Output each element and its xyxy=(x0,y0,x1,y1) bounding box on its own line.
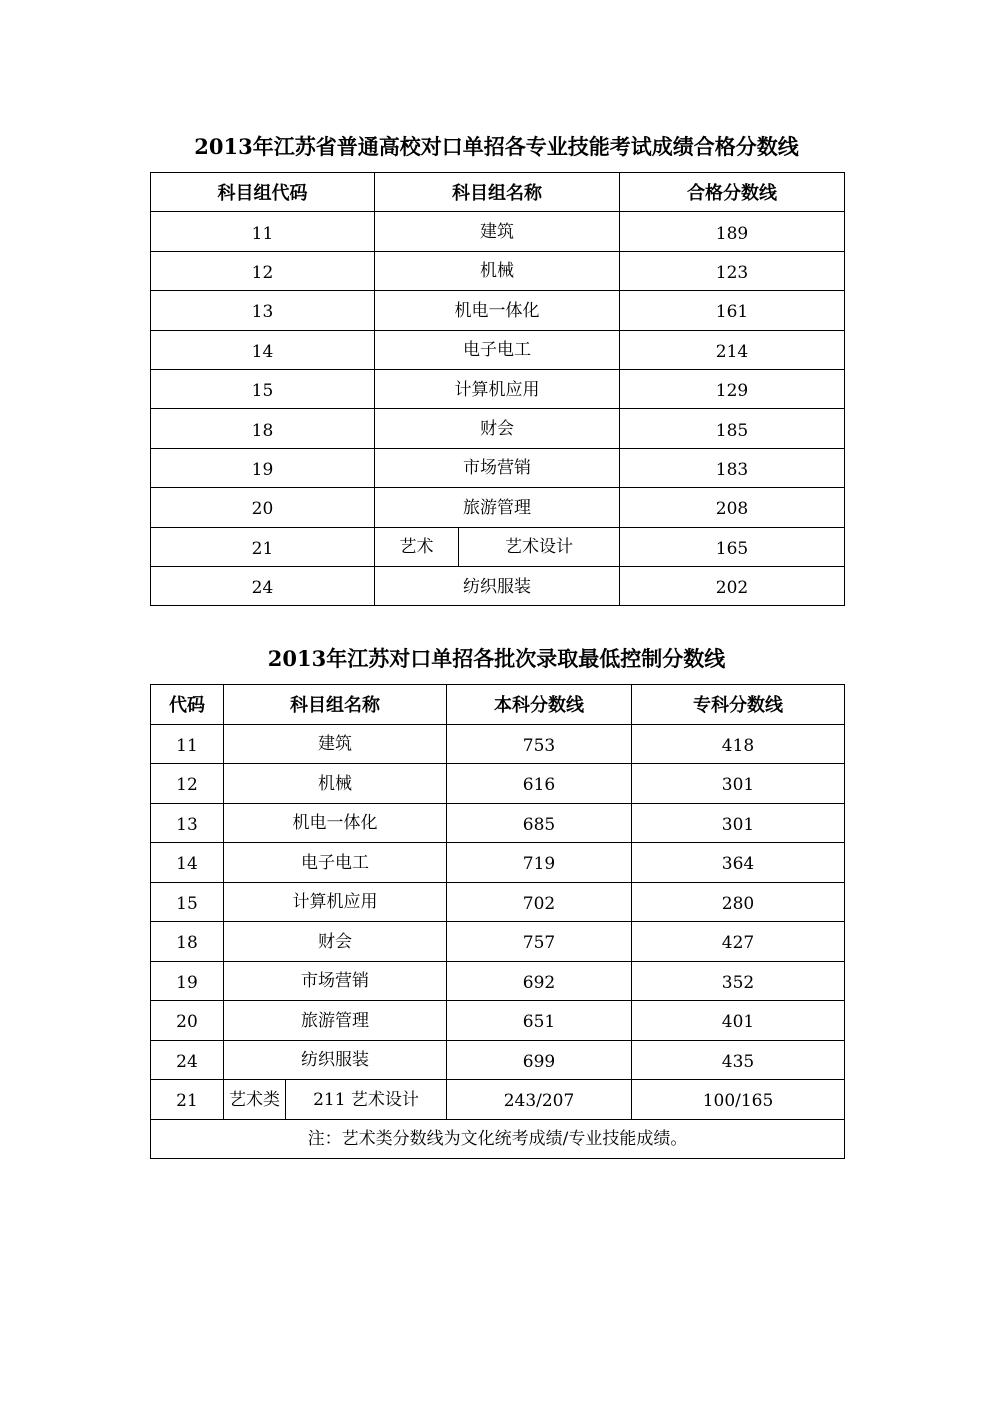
table-row xyxy=(151,843,845,883)
row-score: 185 xyxy=(620,409,845,448)
row-code: 24 xyxy=(151,566,375,605)
table-header-row xyxy=(151,685,845,725)
table1-title: 2013年江苏省普通高校对口单招各专业技能考试成绩合格分数线 xyxy=(194,134,799,159)
table-row xyxy=(151,330,845,369)
row-code: 19 xyxy=(151,448,375,487)
table-row xyxy=(151,922,845,962)
row-name: 机械 xyxy=(224,764,447,804)
table-row xyxy=(151,803,845,843)
row-name: 财会 xyxy=(224,922,447,962)
row-name: 电子电工 xyxy=(224,843,447,883)
row-college: 427 xyxy=(632,922,845,962)
table-row xyxy=(151,409,845,448)
row-code: 11 xyxy=(151,212,375,251)
table-row xyxy=(151,961,845,1001)
row-name: 机械 xyxy=(375,251,620,290)
row-name: 机电一体化 xyxy=(224,803,447,843)
row-college: 301 xyxy=(632,764,845,804)
row-code: 12 xyxy=(151,764,224,804)
row-college: 280 xyxy=(632,882,845,922)
row-name: 财会 xyxy=(375,409,620,448)
row-name: 纺织服装 xyxy=(375,566,620,605)
row-name: 建筑 xyxy=(224,724,447,764)
row-code: 13 xyxy=(151,803,224,843)
row-name: 电子电工 xyxy=(375,330,620,369)
row-code: 24 xyxy=(151,1040,224,1080)
row-name: 建筑 xyxy=(375,212,620,251)
row-score: 214 xyxy=(620,330,845,369)
table-note: 注：艺术类分数线为文化统考成绩/专业技能成绩。 xyxy=(151,1119,845,1159)
row-bachelor: 702 xyxy=(447,882,632,922)
row-name: 艺术设计 xyxy=(459,527,620,566)
header-name: 科目组名称 xyxy=(224,685,447,725)
row-college: 301 xyxy=(632,803,845,843)
row-code: 18 xyxy=(151,409,375,448)
table2-title: 2013年江苏对口单招各批次录取最低控制分数线 xyxy=(267,646,726,671)
row-name: 计算机应用 xyxy=(375,369,620,408)
row-category: 艺术 xyxy=(375,527,459,566)
header-code: 科目组代码 xyxy=(151,173,375,212)
row-code: 18 xyxy=(151,922,224,962)
row-name: 市场营销 xyxy=(375,448,620,487)
row-category: 艺术类 xyxy=(224,1080,286,1120)
row-bachelor: 719 xyxy=(447,843,632,883)
row-score: 183 xyxy=(620,448,845,487)
row-college: 435 xyxy=(632,1040,845,1080)
row-bachelor: 651 xyxy=(447,1001,632,1041)
row-college: 418 xyxy=(632,724,845,764)
table-row xyxy=(151,212,845,251)
row-code: 20 xyxy=(151,1001,224,1041)
row-code: 12 xyxy=(151,251,375,290)
header-code: 代码 xyxy=(151,685,224,725)
header-college: 专科分数线 xyxy=(632,685,845,725)
table-row xyxy=(151,291,845,330)
row-score: 189 xyxy=(620,212,845,251)
table-row xyxy=(151,1001,845,1041)
row-college: 100/165 xyxy=(632,1080,845,1120)
row-score: 208 xyxy=(620,488,845,527)
row-name: 纺织服装 xyxy=(224,1040,447,1080)
row-bachelor: 753 xyxy=(447,724,632,764)
header-bachelor: 本科分数线 xyxy=(447,685,632,725)
table-header-row xyxy=(151,173,845,212)
row-college: 352 xyxy=(632,961,845,1001)
row-bachelor: 692 xyxy=(447,961,632,1001)
row-college: 364 xyxy=(632,843,845,883)
row-name: 旅游管理 xyxy=(224,1001,447,1041)
row-bachelor: 616 xyxy=(447,764,632,804)
row-bachelor: 699 xyxy=(447,1040,632,1080)
row-code: 20 xyxy=(151,488,375,527)
note-row xyxy=(151,1119,845,1159)
row-code: 19 xyxy=(151,961,224,1001)
row-bachelor: 757 xyxy=(447,922,632,962)
row-score: 165 xyxy=(620,527,845,566)
table-row xyxy=(151,488,845,527)
row-score: 129 xyxy=(620,369,845,408)
row-name: 旅游管理 xyxy=(375,488,620,527)
row-score: 161 xyxy=(620,291,845,330)
row-name: 市场营销 xyxy=(224,961,447,1001)
row-score: 202 xyxy=(620,566,845,605)
header-name: 科目组名称 xyxy=(375,173,620,212)
row-code: 21 xyxy=(151,527,375,566)
table-row xyxy=(151,448,845,487)
table-row xyxy=(151,764,845,804)
header-score: 合格分数线 xyxy=(620,173,845,212)
row-code: 15 xyxy=(151,369,375,408)
row-bachelor: 685 xyxy=(447,803,632,843)
table-row xyxy=(151,566,845,605)
table-row xyxy=(151,1080,845,1120)
table-row xyxy=(151,369,845,408)
row-code: 14 xyxy=(151,330,375,369)
row-name: 机电一体化 xyxy=(375,291,620,330)
row-college: 401 xyxy=(632,1001,845,1041)
row-score: 123 xyxy=(620,251,845,290)
admission-score-table xyxy=(150,684,845,1159)
row-name: 211 艺术设计 xyxy=(286,1080,447,1120)
qualifying-score-table xyxy=(150,172,845,606)
table-row xyxy=(151,882,845,922)
table-row xyxy=(151,251,845,290)
row-code: 15 xyxy=(151,882,224,922)
row-code: 13 xyxy=(151,291,375,330)
table-row xyxy=(151,527,845,566)
table-row xyxy=(151,724,845,764)
row-name: 计算机应用 xyxy=(224,882,447,922)
row-bachelor: 243/207 xyxy=(447,1080,632,1120)
row-code: 21 xyxy=(151,1080,224,1120)
row-code: 14 xyxy=(151,843,224,883)
table-row xyxy=(151,1040,845,1080)
row-code: 11 xyxy=(151,724,224,764)
